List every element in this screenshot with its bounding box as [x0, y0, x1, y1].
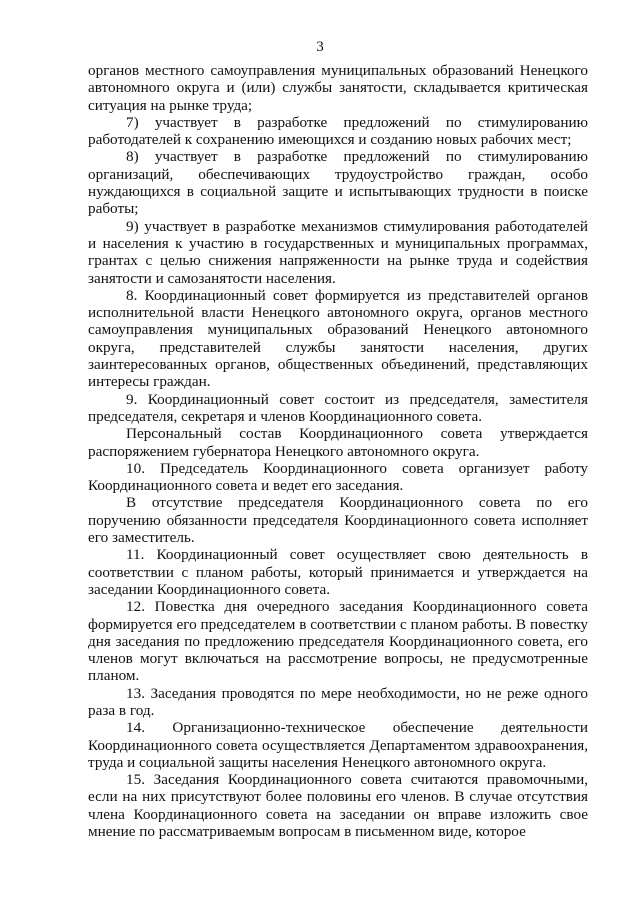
- page-number: 3: [316, 39, 324, 55]
- paragraph-clause-8: 8. Координационный совет формируется из представителей органов исполнительной власти Ненецкого автономного округа, органов местного самоуправления муниципальных образований Ненецкого автономного округа, представителей службы занятости населения, других заинтересованных органов, общественных объединений, представляющих интересы граждан.: [88, 286, 588, 391]
- paragraph-clause-12: 12. Повестка дня очередного заседания Координационного совета формируется его председателем в соответствии с планом работы. В повестку дня заседания по предложению председателя Координационного совета, его членов могут включаться на рассмотрение вопросы, не предусмотренные планом.: [88, 598, 588, 685]
- paragraph-clause-15: 15. Заседания Координационного совета считаются правомочными, если на них присутствуют более половины его членов. В случае отсутствия члена Координационного совета на заседании он вправе изложить свое мнение по рассматриваемым вопросам в письменном виде, которое: [88, 771, 588, 841]
- paragraph-personal-composition: Персональный состав Координационного совета утверждается распоряжением губернатора Ненецкого автономного округа.: [88, 425, 588, 460]
- paragraph-clause-14: 14. Организационно-техническое обеспечение деятельности Координационного совета осуществляется Департаментом здравоохранения, труда и социальной защиты населения Ненецкого автономного округа.: [88, 719, 588, 771]
- paragraph-clause-10: 10. Председатель Координационного совета организует работу Координационного совета и ведет его заседания.: [88, 459, 588, 495]
- paragraph-item-8: 8) участвует в разработке предложений по стимулированию организаций, обеспечивающих трудоустройство граждан, особо нуждающихся в социальной защите и испытывающих трудности в поиске работы;: [88, 148, 588, 218]
- document-body: [88, 62, 588, 840]
- paragraph-chair-absence: В отсутствие председателя Координационного совета по его поручению обязанности председателя Координационного совета исполняет его заместитель.: [88, 494, 588, 547]
- paragraph-item-7: 7) участвует в разработке предложений по стимулированию работодателей к сохранению имеющихся и созданию новых рабочих мест;: [88, 113, 588, 149]
- paragraph-clause-9: 9. Координационный совет состоит из председателя, заместителя председателя, секретаря и членов Координационного совета.: [88, 390, 588, 425]
- paragraph-clause-13: 13. Заседания проводятся по мере необходимости, но не реже одного раза в год.: [88, 684, 588, 719]
- paragraph-continuation: органов местного самоуправления муниципальных образований Ненецкого автономного округа и (или) службы занятости, складывается критическая ситуация на рынке труда;: [88, 62, 588, 114]
- paragraph-clause-11: 11. Координационный совет осуществляет свою деятельность в соответствии с планом работы, который принимается и утверждается на заседании Координационного совета.: [88, 546, 588, 598]
- paragraph-item-9: 9) участвует в разработке механизмов стимулирования работодателей и населения к участию в государственных и муниципальных программах, грантах с целью снижения напряженности на рынке труда и содействия занятости и самозанятости населения.: [88, 217, 588, 287]
